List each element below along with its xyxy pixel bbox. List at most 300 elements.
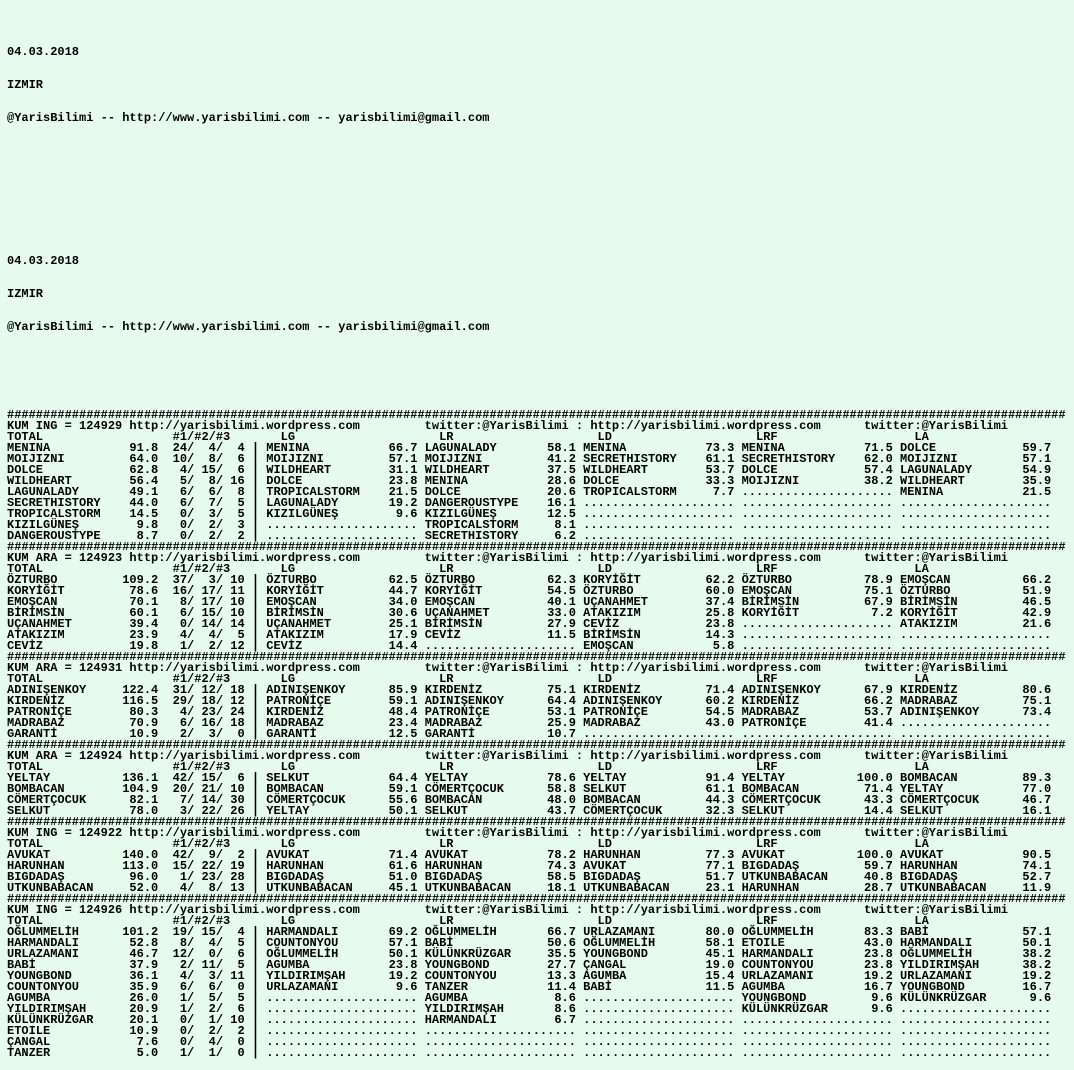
horse-name: GARANTİ bbox=[7, 727, 123, 741]
horse-name: MENINA bbox=[900, 485, 1016, 499]
la-score: 54.9 bbox=[1015, 463, 1059, 477]
lg-score: 44.7 bbox=[381, 584, 425, 598]
horse-name: MOIJIZNI bbox=[266, 452, 382, 466]
lrf-score: 43.3 bbox=[856, 793, 901, 807]
horse-name: ÖZTURBO bbox=[266, 573, 382, 587]
horse-name: AVUKAT bbox=[741, 848, 857, 862]
horse-name: UTKUNBABACAN bbox=[424, 881, 540, 895]
ld-score: 61.1 bbox=[698, 452, 742, 466]
horse-name: LAGUNALADY bbox=[7, 485, 123, 499]
finish-counts: 0/ 14/ 14 bbox=[158, 617, 245, 631]
wordpress-url: http://yarisbilimi.wordpress.com bbox=[590, 826, 864, 840]
column-header-la: LA bbox=[914, 562, 929, 576]
horse-name: PATRONİÇE bbox=[424, 705, 540, 719]
horse-name: KORYİĞİT bbox=[266, 584, 382, 598]
ld-score: 14.3 bbox=[698, 628, 742, 642]
horse-name: HARMANDALI bbox=[266, 925, 382, 939]
total-score: 70.9 bbox=[122, 716, 159, 730]
empty-cell-dots: ..................... bbox=[741, 518, 901, 532]
total-score: 20.1 bbox=[122, 1013, 159, 1027]
separator: : bbox=[568, 661, 591, 675]
horse-name: EMOŞCAN bbox=[583, 639, 699, 653]
horse-name: KORYİĞİT bbox=[741, 606, 857, 620]
race-code: KUM ARA = 124923 bbox=[7, 551, 130, 565]
lg-score: 85.9 bbox=[381, 683, 425, 697]
horse-name: URLAZAMANI bbox=[741, 969, 857, 983]
lr-score: 78.6 bbox=[539, 771, 584, 785]
empty-cell-dots: ..................... bbox=[583, 1046, 742, 1060]
total-score: 56.4 bbox=[122, 474, 159, 488]
la-score: 51.9 bbox=[1015, 584, 1059, 598]
total-score: 44.0 bbox=[122, 496, 159, 510]
finish-counts: 4/ 15/ 6 bbox=[158, 463, 245, 477]
lg-score: 62.5 bbox=[381, 573, 425, 587]
horse-name: ADINIŞENKOY bbox=[266, 683, 382, 697]
la-score: 19.2 bbox=[1015, 969, 1059, 983]
horse-name: SELKUT bbox=[900, 804, 1016, 818]
horse-name: UÇANAHMET bbox=[583, 595, 699, 609]
column-separator: | bbox=[244, 881, 267, 895]
horse-name: GARANTİ bbox=[424, 727, 540, 741]
column-header-la: LA bbox=[914, 760, 929, 774]
horse-name: ÖZTURBO bbox=[741, 573, 857, 587]
ld-score: 51.7 bbox=[698, 870, 742, 884]
la-score: 90.5 bbox=[1015, 848, 1059, 862]
column-separator: | bbox=[244, 518, 267, 532]
horse-name: AGUMBA bbox=[266, 958, 382, 972]
horse-name: BOMBACAN bbox=[900, 771, 1016, 785]
lr-score: 16.1 bbox=[539, 496, 584, 510]
column-header-lrf: LRF bbox=[755, 837, 915, 851]
lg-score: 57.1 bbox=[381, 452, 425, 466]
horse-name: KORYİĞİT bbox=[7, 584, 123, 598]
horse-name: ATAKIZIM bbox=[7, 628, 123, 642]
column-separator: | bbox=[244, 925, 267, 939]
ld-score: 80.0 bbox=[698, 925, 742, 939]
horse-name: KIRDENİZ bbox=[583, 683, 699, 697]
horse-name: YOUNGBOND bbox=[900, 980, 1016, 994]
ld-score: 71.4 bbox=[698, 683, 742, 697]
empty-cell-dots: ..................... bbox=[266, 1046, 425, 1060]
horse-name: BİRİMSİN bbox=[266, 606, 382, 620]
finish-counts: 6/ 6/ 0 bbox=[158, 980, 245, 994]
horse-name: CEVİZ bbox=[424, 628, 540, 642]
la-score: 73.4 bbox=[1015, 705, 1059, 719]
la-score: 57.1 bbox=[1015, 452, 1059, 466]
la-score: 11.9 bbox=[1015, 881, 1059, 895]
horse-name: YOUNGBOND bbox=[741, 991, 857, 1005]
horse-name: EMOŞCAN bbox=[266, 595, 382, 609]
la-score: 38.2 bbox=[1015, 958, 1059, 972]
ld-score: 54.5 bbox=[698, 705, 742, 719]
horse-name: BIGDADAŞ bbox=[741, 859, 857, 873]
horse-name: COUNTONYOU bbox=[741, 958, 857, 972]
ld-score: 53.7 bbox=[698, 463, 742, 477]
horse-name: DOLCE bbox=[583, 474, 699, 488]
horse-name: UÇANAHMET bbox=[7, 617, 123, 631]
lr-score: 10.7 bbox=[539, 727, 584, 741]
horse-name: OĞLUMMELİH bbox=[900, 947, 1016, 961]
horse-name: BOMBACAN bbox=[266, 782, 382, 796]
ld-score: 15.4 bbox=[698, 969, 742, 983]
lg-score: 61.6 bbox=[381, 859, 425, 873]
horse-name: YELTAY bbox=[7, 771, 123, 785]
lr-score: 37.5 bbox=[539, 463, 584, 477]
empty-cell-dots: ..................... bbox=[266, 991, 425, 1005]
total-score: 14.5 bbox=[122, 507, 159, 521]
column-separator: | bbox=[244, 496, 267, 510]
horse-name: DANGEROUSTYPE bbox=[424, 496, 540, 510]
la-score: 66.2 bbox=[1015, 573, 1059, 587]
finish-counts: 6/ 6/ 8 bbox=[158, 485, 245, 499]
column-header-total: TOTAL bbox=[7, 914, 173, 928]
horse-name: SECRETHISTORY bbox=[741, 452, 857, 466]
horse-name: BABİ bbox=[583, 980, 699, 994]
twitter-handle: twitter:@YarisBilimi bbox=[863, 661, 1008, 675]
lg-score: 9.6 bbox=[381, 980, 425, 994]
horse-name: KIZILGÜNEŞ bbox=[7, 518, 123, 532]
twitter-handle: twitter:@YarisBilimi bbox=[424, 661, 569, 675]
empty-cell-dots: ..................... bbox=[583, 1013, 742, 1027]
column-separator: | bbox=[244, 705, 267, 719]
empty-cell-dots: ..................... bbox=[583, 496, 742, 510]
column-header-total: TOTAL bbox=[7, 837, 173, 851]
wordpress-url: http://yarisbilimi.wordpress.com bbox=[129, 661, 425, 675]
section-divider: ################################################################################################################################################### bbox=[7, 892, 1066, 906]
lr-score: 27.9 bbox=[539, 617, 584, 631]
ld-score: 43.0 bbox=[698, 716, 742, 730]
lr-score: 8.6 bbox=[539, 991, 584, 1005]
empty-cell-dots: ..................... bbox=[583, 991, 742, 1005]
horse-name: UTKUNBABACAN bbox=[900, 881, 1016, 895]
empty-cell-dots: ..................... bbox=[741, 639, 901, 653]
la-score: 16.7 bbox=[1015, 980, 1059, 994]
ld-score: 77.1 bbox=[698, 859, 742, 873]
lrf-score: 78.9 bbox=[856, 573, 901, 587]
horse-name: ATAKIZIM bbox=[266, 628, 382, 642]
horse-name: SECRETHISTORY bbox=[583, 452, 699, 466]
horse-name: KIRDENİZ bbox=[741, 694, 857, 708]
column-header-total: TOTAL bbox=[7, 430, 173, 444]
lg-score: 19.2 bbox=[381, 969, 425, 983]
twitter-handle: twitter:@YarisBilimi bbox=[863, 419, 1008, 433]
horse-name: AGUMBA bbox=[424, 991, 540, 1005]
lrf-score: 67.9 bbox=[856, 595, 901, 609]
report-header-block bbox=[7, 25, 1074, 146]
total-score: 136.1 bbox=[122, 771, 159, 785]
lg-score: 57.1 bbox=[381, 936, 425, 950]
finish-counts: 42/ 15/ 6 bbox=[158, 771, 245, 785]
column-header-lrf: LRF bbox=[755, 760, 915, 774]
horse-name: ÇANGAL bbox=[583, 958, 699, 972]
horse-name: KÜLÜNKRÜZGAR bbox=[900, 991, 1016, 1005]
horse-name: SELKUT bbox=[7, 804, 123, 818]
ld-score: 60.0 bbox=[698, 584, 742, 598]
column-header-lr: LR bbox=[439, 562, 598, 576]
wordpress-url: http://yarisbilimi.wordpress.com bbox=[590, 749, 864, 763]
horse-name: MADRABAZ bbox=[7, 716, 123, 730]
ld-score: 32.3 bbox=[698, 804, 742, 818]
lg-score: 14.4 bbox=[381, 639, 425, 653]
horse-name: KÜLÜNKRÜZGAR bbox=[424, 947, 540, 961]
horse-name: KÜLÜNKRÜZGAR bbox=[7, 1013, 123, 1027]
horse-name: URLAZAMANI bbox=[7, 947, 123, 961]
total-score: 78.6 bbox=[122, 584, 159, 598]
horse-name: MENINA bbox=[741, 441, 857, 455]
horse-name: MOIJIZNI bbox=[900, 452, 1016, 466]
finish-counts: 1/ 2/ 12 bbox=[158, 639, 245, 653]
horse-name: YELTAY bbox=[900, 782, 1016, 796]
horse-name: EMOŞCAN bbox=[7, 595, 123, 609]
horse-name: DOLCE bbox=[741, 463, 857, 477]
column-header-la: LA bbox=[914, 430, 929, 444]
lr-score: 6.7 bbox=[539, 1013, 584, 1027]
total-score: 36.1 bbox=[122, 969, 159, 983]
horse-name: ADINIŞENKOY bbox=[7, 683, 123, 697]
lr-score: 41.2 bbox=[539, 452, 584, 466]
column-header-lg: LG bbox=[280, 914, 440, 928]
horse-name: LAGUNALADY bbox=[266, 496, 382, 510]
horse-name: WILDHEART bbox=[900, 474, 1016, 488]
wordpress-url: http://yarisbilimi.wordpress.com bbox=[590, 419, 864, 433]
horse-name: KORYİĞİT bbox=[583, 573, 699, 587]
lr-score: 12.5 bbox=[539, 507, 584, 521]
horse-name: COUNTONYOU bbox=[7, 980, 123, 994]
column-header-lg: LG bbox=[280, 760, 440, 774]
column-separator: | bbox=[244, 1024, 267, 1038]
la-score: 74.1 bbox=[1015, 859, 1059, 873]
finish-counts: 6/ 7/ 5 bbox=[158, 496, 245, 510]
horse-name: ÖZTURBO bbox=[900, 584, 1016, 598]
horse-name: AVUKAT bbox=[900, 848, 1016, 862]
horse-name: CEVİZ bbox=[266, 639, 382, 653]
horse-name: ETOILE bbox=[7, 1024, 123, 1038]
horse-name: MOIJIZNI bbox=[741, 474, 857, 488]
finish-counts: 19/ 15/ 4 bbox=[158, 925, 245, 939]
lr-score: 62.3 bbox=[539, 573, 584, 587]
horse-name: AGUMBA bbox=[7, 991, 123, 1005]
finish-counts: 7/ 14/ 30 bbox=[158, 793, 245, 807]
horse-name: URLAZAMANI bbox=[583, 925, 699, 939]
empty-cell-dots: ..................... bbox=[583, 727, 742, 741]
wordpress-url: http://yarisbilimi.wordpress.com bbox=[129, 419, 425, 433]
lrf-score: 23.8 bbox=[856, 947, 901, 961]
lr-score: 11.5 bbox=[539, 628, 584, 642]
ld-score: 7.7 bbox=[698, 485, 742, 499]
column-header-ranks: #1/#2/#3 bbox=[172, 672, 281, 686]
report-date: 04.03.2018 bbox=[7, 254, 80, 268]
column-header-la: LA bbox=[914, 672, 929, 686]
horse-name: HARUNHAN bbox=[7, 859, 123, 873]
finish-counts: 16/ 17/ 11 bbox=[158, 584, 245, 598]
horse-name: BOMBACAN bbox=[7, 782, 123, 796]
blank-line bbox=[7, 168, 1074, 179]
lrf-score: 9.6 bbox=[856, 991, 901, 1005]
column-separator: | bbox=[244, 606, 267, 620]
lrf-score: 71.4 bbox=[856, 782, 901, 796]
horse-name: TROPICALSTORM bbox=[583, 485, 699, 499]
lrf-score: 75.1 bbox=[856, 584, 901, 598]
ld-score: 58.1 bbox=[698, 936, 742, 950]
column-header-ld: LD bbox=[597, 672, 756, 686]
report-contact: @YarisBilimi -- http://www.yarisbilimi.com -- yarisbilimi@gmail.com bbox=[7, 111, 490, 125]
la-score: 80.6 bbox=[1015, 683, 1059, 697]
horse-name: YOUNGBOND bbox=[424, 958, 540, 972]
column-separator: | bbox=[244, 694, 267, 708]
lg-score: 31.1 bbox=[381, 463, 425, 477]
horse-name: TROPICALSTORM bbox=[424, 518, 540, 532]
wordpress-url: http://yarisbilimi.wordpress.com bbox=[129, 826, 425, 840]
finish-counts: 1/ 23/ 28 bbox=[158, 870, 245, 884]
horse-name: EMOŞCAN bbox=[424, 595, 540, 609]
horse-name: OĞLUMMELİH bbox=[266, 947, 382, 961]
race-code: KUM ING = 124926 bbox=[7, 903, 130, 917]
finish-counts: 6/ 15/ 10 bbox=[158, 606, 245, 620]
horse-name: YILDIRIMŞAH bbox=[266, 969, 382, 983]
horse-name: MOIJIZNI bbox=[424, 452, 540, 466]
column-header-lg: LG bbox=[280, 672, 440, 686]
horse-name: KIZILGÜNEŞ bbox=[424, 507, 540, 521]
finish-counts: 5/ 8/ 16 bbox=[158, 474, 245, 488]
horse-name: UÇANAHMET bbox=[424, 606, 540, 620]
horse-name: COUNTONYOU bbox=[424, 969, 540, 983]
column-separator: | bbox=[244, 529, 267, 543]
lr-score: 54.5 bbox=[539, 584, 584, 598]
horse-name: BOMBACAN bbox=[424, 793, 540, 807]
horse-name: MADRABAZ bbox=[266, 716, 382, 730]
column-separator: | bbox=[244, 595, 267, 609]
total-score: 26.0 bbox=[122, 991, 159, 1005]
finish-counts: 0/ 2/ 2 bbox=[158, 529, 245, 543]
la-score: 38.2 bbox=[1015, 947, 1059, 961]
empty-cell-dots: ..................... bbox=[583, 507, 742, 521]
horse-name: COUNTONYOU bbox=[266, 936, 382, 950]
horse-name: DOLCE bbox=[424, 485, 540, 499]
lrf-score: 67.9 bbox=[856, 683, 901, 697]
ld-score: 73.3 bbox=[698, 441, 742, 455]
column-header-ranks: #1/#2/#3 bbox=[172, 760, 281, 774]
horse-name: CEVİZ bbox=[583, 617, 699, 631]
empty-cell-dots: ..................... bbox=[424, 639, 584, 653]
horse-name: CÖMERTÇOCUK bbox=[7, 793, 123, 807]
lrf-score: 38.2 bbox=[856, 474, 901, 488]
ld-score: 61.1 bbox=[698, 782, 742, 796]
column-separator: | bbox=[244, 1035, 267, 1049]
empty-cell-dots: ..................... bbox=[266, 1024, 425, 1038]
column-separator: | bbox=[244, 452, 267, 466]
lr-score: 25.9 bbox=[539, 716, 584, 730]
total-score: 78.0 bbox=[122, 804, 159, 818]
horse-name: SECRETHISTORY bbox=[7, 496, 123, 510]
horse-name: BİRİMSİN bbox=[900, 595, 1016, 609]
lg-score: 17.9 bbox=[381, 628, 425, 642]
lr-score: 33.0 bbox=[539, 606, 584, 620]
lr-score: 74.3 bbox=[539, 859, 584, 873]
section-divider: ################################################################################################################################################### bbox=[7, 408, 1066, 422]
section-divider: ################################################################################################################################################### bbox=[7, 738, 1066, 752]
twitter-handle: twitter:@YarisBilimi bbox=[424, 419, 569, 433]
empty-cell-dots: ..................... bbox=[741, 628, 901, 642]
wordpress-url: http://yarisbilimi.wordpress.com bbox=[590, 551, 864, 565]
lr-score: 53.1 bbox=[539, 705, 584, 719]
horse-name: BIGDADAŞ bbox=[583, 870, 699, 884]
la-score: 77.0 bbox=[1015, 782, 1059, 796]
horse-name: HARUNHAN bbox=[424, 859, 540, 873]
horse-name: ADINIŞENKOY bbox=[900, 705, 1016, 719]
empty-cell-dots: ..................... bbox=[583, 1024, 742, 1038]
empty-cell-dots: ..................... bbox=[741, 727, 901, 741]
horse-name: MOIJIZNI bbox=[7, 452, 123, 466]
total-score: 64.0 bbox=[122, 452, 159, 466]
horse-name: KIRDENİZ bbox=[900, 683, 1016, 697]
empty-cell-dots: ..................... bbox=[900, 496, 1059, 510]
total-score: 80.3 bbox=[122, 705, 159, 719]
horse-name: PATRONİÇE bbox=[741, 716, 857, 730]
column-separator: | bbox=[244, 1002, 267, 1016]
lr-score: 50.6 bbox=[539, 936, 584, 950]
horse-name: DANGEROUSTYPE bbox=[7, 529, 123, 543]
lr-score: 35.5 bbox=[539, 947, 584, 961]
horse-name: CÖMERTÇOCUK bbox=[266, 793, 382, 807]
lrf-score: 83.3 bbox=[856, 925, 901, 939]
horse-name: BABİ bbox=[900, 925, 1016, 939]
horse-name: AGUMBA bbox=[741, 980, 857, 994]
total-score: 62.8 bbox=[122, 463, 159, 477]
la-score: 89.3 bbox=[1015, 771, 1059, 785]
ld-score: 77.3 bbox=[698, 848, 742, 862]
total-score: 5.0 bbox=[122, 1046, 159, 1060]
horse-name: MENINA bbox=[583, 441, 699, 455]
horse-name: HARUNHAN bbox=[266, 859, 382, 873]
column-header-ranks: #1/#2/#3 bbox=[172, 914, 281, 928]
horse-name: CÖMERTÇOCUK bbox=[900, 793, 1016, 807]
lr-score: 6.2 bbox=[539, 529, 584, 543]
la-score: 21.5 bbox=[1015, 485, 1059, 499]
column-header-ranks: #1/#2/#3 bbox=[172, 430, 281, 444]
wordpress-url: http://yarisbilimi.wordpress.com bbox=[129, 903, 425, 917]
empty-cell-dots: ..................... bbox=[424, 1035, 584, 1049]
horse-name: DOLCE bbox=[266, 474, 382, 488]
horse-name: PATRONİÇE bbox=[583, 705, 699, 719]
lrf-score: 28.7 bbox=[856, 881, 901, 895]
separator: : bbox=[568, 551, 591, 565]
separator: : bbox=[568, 826, 591, 840]
lrf-score: 16.7 bbox=[856, 980, 901, 994]
empty-cell-dots: ..................... bbox=[583, 529, 742, 543]
column-separator: | bbox=[244, 980, 267, 994]
table-row bbox=[7, 883, 1074, 894]
horse-name: BIGDADAŞ bbox=[900, 870, 1016, 884]
finish-counts: 1/ 2/ 6 bbox=[158, 1002, 245, 1016]
lg-score: 23.4 bbox=[381, 716, 425, 730]
column-separator: | bbox=[244, 991, 267, 1005]
column-separator: | bbox=[244, 617, 267, 631]
lrf-score: 57.4 bbox=[856, 463, 901, 477]
horse-name: YILDIRIMŞAH bbox=[900, 958, 1016, 972]
horse-name: MADRABAZ bbox=[424, 716, 540, 730]
wordpress-url: http://yarisbilimi.wordpress.com bbox=[129, 551, 425, 565]
horse-name: AVUKAT bbox=[583, 859, 699, 873]
horse-name: ATAKIZIM bbox=[583, 606, 699, 620]
finish-counts: 2/ 3/ 0 bbox=[158, 727, 245, 741]
column-separator: | bbox=[244, 573, 267, 587]
column-header-ld: LD bbox=[597, 914, 756, 928]
empty-cell-dots: ..................... bbox=[741, 617, 901, 631]
column-separator: | bbox=[244, 969, 267, 983]
total-score: 122.4 bbox=[122, 683, 159, 697]
finish-counts: 8/ 4/ 5 bbox=[158, 936, 245, 950]
table-row bbox=[7, 806, 1074, 817]
